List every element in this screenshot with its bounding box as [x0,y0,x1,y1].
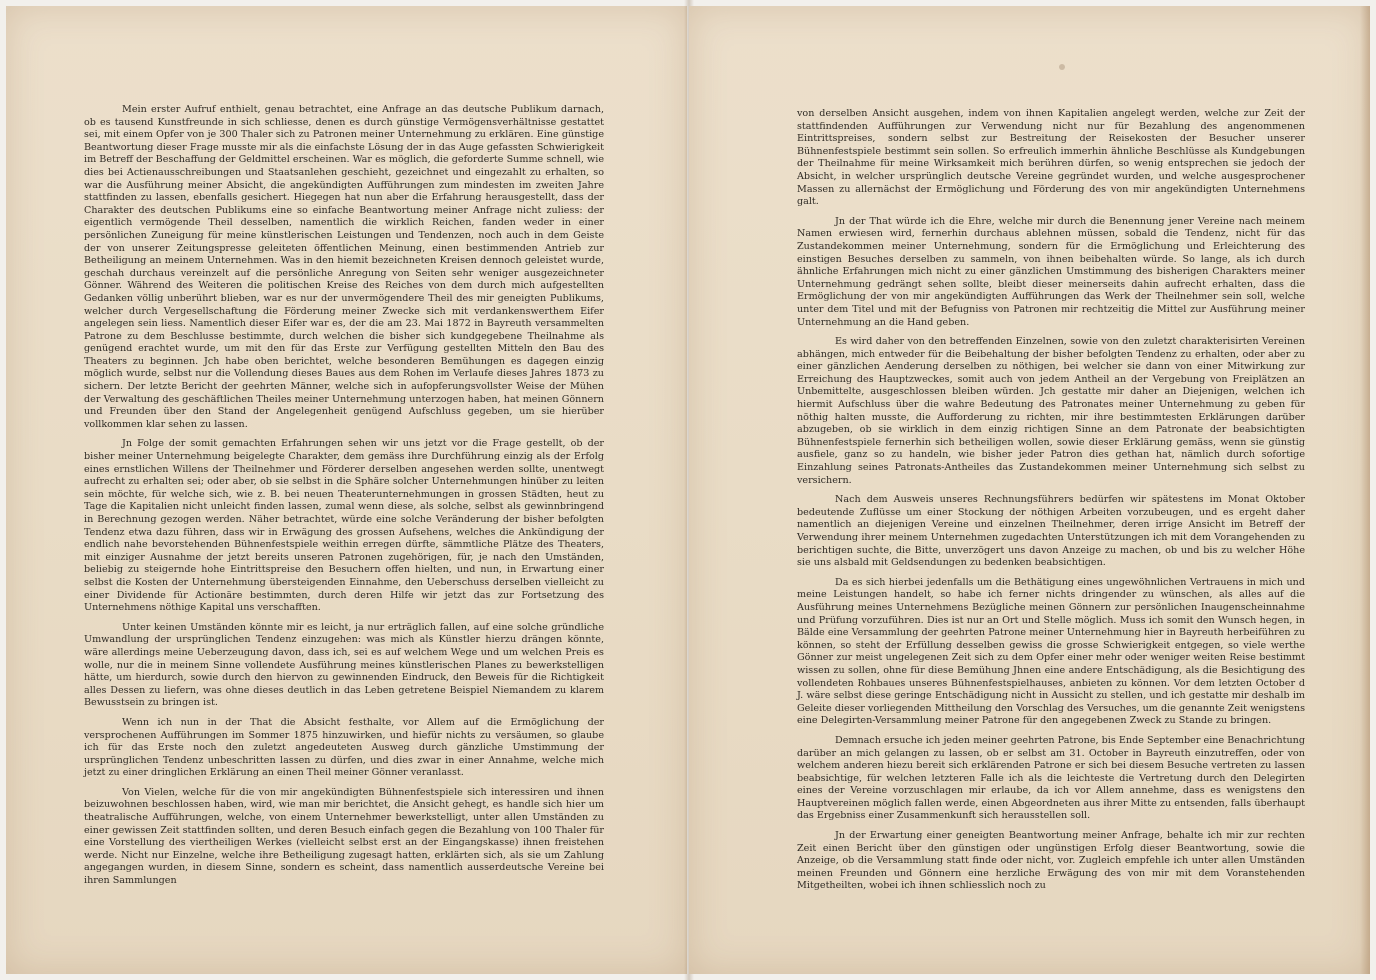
paragraph: Jn der That würde ich die Ehre, welche mir durch die Benennung jener Vereine nach meinem Namen erwiesen wird, fernerhin durchaus ablehnen müssen, sobald die Tendenz, nicht für das Zustandekommen meiner Unternehmung, sondern für die Ermöglichung und Erleichterung des einstigen Besuches derselben zu sammeln, von ihnen beibehalten würde. So lange, als ich durch ähnliche Erfahrungen mich nicht zu einer gänzlichen Umstimmung des bisherigen Charakters meiner Unternehmung gedrängt sehen sollte, bleibt dieser meinerseits dahin aufrecht erhalten, dass die Ermöglichung der von mir angekündigten Aufführungen das Werk der Theilnehmer sein soll, welche unter dem Titel und mit der Befugniss von Patronen mir rechtzeitig die Mittel zur Ausführung meiner Unternehmung an die Hand geben. [797,215,1305,328]
paragraph: Mein erster Aufruf enthielt, genau betrachtet, eine Anfrage an das deutsche Publikum darnach, ob es tausend Kunstfreunde in sich schliesse, denen es durch günstige Vermögensverhältnisse gestattet sei, mit einem Opfer von je 300 Thaler sich zu Patronen meiner Unternehmung zu erklären. Eine günstige Beantwortung dieser Frage musste mir als die einfachste Lösung der in das Auge gefassten Schwierigkeit im Betreff der Beschaffung der Geldmittel erscheinen. War es möglich, die geforderte Summe schnell, wie dies bei Actienausschreibungen und Staatsanlehen geschieht, gezeichnet und eingezahlt zu erhalten, so war die Ausführung meiner Absicht, die angekündigten Aufführungen zum mindesten im zweiten Jahre stattfinden zu lassen, ebenfalls gesichert. Hiegegen hat nun aber die Erfahrung herausgestellt, dass der Charakter des deutschen Publikums eine so einfache Beantwortung meiner Anfrage nicht zuliess: der eigentlich vermögende Theil desselben, namentlich die wirklich Reichen, fanden weder in einer persönlichen Zuneigung für meine künstlerischen Leistungen und Tendenzen, noch auch in dem Geiste der von unserer Zeitungspresse geleiteten öffentlichen Meinung, einen bestimmenden Antrieb zur Betheiligung an meinem Unternehmen. Was in den hiemit bezeichneten Kreisen dennoch geleistet wurde, geschah durchaus vereinzelt auf die persönliche Anregung von Seiten sehr weniger ausgezeichneter Gönner. Während des Weiteren die politischen Kreise des Reiches von dem durch mich aufgestellten Gedanken völlig unberührt blieben, war es nur der unvermögendere Theil des mir geneigten Publikums, welcher durch Vergesellschaftung die Förderung meiner Zwecke sich mit verdankenswerthem Eifer angelegen sein liess. Namentlich dieser Eifer war es, der die am 23. Mai 1872 in Bayreuth versammelten Patrone zu dem Beschlusse bestimmte, durch welchen die bisher sich kundgegebene Theilnahme als genügend erachtet wurde, um mit den für das Erste zur Verfügung gestellten Mitteln den Bau des Theaters zu beginnen. Jch habe oben berichtet, welche besonderen Bemühungen es dagegen einzig möglich wurde, selbst nur die Vollendung dieses Baues aus dem Rohen im Verlaufe dieses Jahres 1873 zu sichern. Der letzte Bericht der geehrten Männer, welche sich in aufopferungsvollster Weise der Mühen der Verwaltung des geschäftlichen Theiles meiner Unternehmung unterzogen haben, hat meinen Gönnern und Freunden über den Stand der Angelegenheit genügend Aufschluss gegeben, um sie hierüber vollkommen klar sehen zu lassen. [84,104,604,430]
paragraph: Unter keinen Umständen könnte mir es leicht, ja nur erträglich fallen, auf eine solche gründliche Umwandlung der ursprünglichen Tendenz einzugehen: was mich als Künstler hierzu drängen könnte, wäre allerdings meine Ueberzeugung davon, dass ich, sei es auf welchem Wege und um welchen Preis es wolle, nur die in meinem Sinne vollendete Ausführung meines künstlerischen Planes zu bewerkstelligen hätte, um hierdurch, sowie durch den hiervon zu gewinnenden Eindruck, den Beweis für die Richtigkeit alles Dessen zu liefern, was ohne dieses deutlich in das Leben getretene Beispiel Niemandem zu klarem Bewusstsein zu bringen ist. [84,621,604,709]
paragraph: Jn Folge der somit gemachten Erfahrungen sehen wir uns jetzt vor die Frage gestellt, ob der bisher meiner Unternehmung beigelegte Charakter, dem gemäss ihre Durchführung einzig als der Erfolg eines ernstlichen Willens der Theilnehmer und Förderer derselben angesehen werden sollte, unentwegt aufrecht zu erhalten sei; oder aber, ob sie selbst in die Sphäre solcher Unternehmungen hinüber zu leiten sein möchte, für welche sich, wie z. B. bei neuen Theaterunternehmungen in grossen Städten, heut zu Tage die Kapitalien nicht unleicht finden lassen, zumal wenn diese, als solche, selbst als gewinnbringend in Berechnung gezogen werden. Näher betrachtet, würde eine solche Veränderung der bisher befolgten Tendenz etwa dazu führen, dass wir in Erwägung des grossen Aufsehens, welches die Ankündigung der endlich nahe bevorstehenden Bühnenfestspiele weithin erregen dürfte, sämmtliche Plätze des Theaters, mit einziger Ausnahme der jetzt bereits unseren Patronen zugehörigen, für, je nach den Umständen, beliebig zu steigernde hohe Eintrittspreise den Besuchern offen hielten, und nun, in Erwartung einer selbst die Kosten der Unternehmung übersteigenden Einnahme, den Ueberschuss derselben vielleicht zu einer Dividende für Actionäre bestimmten, durch deren Hilfe wir jetzt das zur Fortsetzung des Unternehmens nöthige Kapital uns verschafften. [84,438,604,614]
paragraph-continuation: von derselben Ansicht ausgehen, indem von ihnen Kapitalien angelegt werden, welche zur Zeit der stattfindenden Aufführungen zur Verwendung nicht nur für Bezahlung des angenommenen Eintrittspreises, sondern selbst zur Bestreitung der Reisekosten der Besucher unserer Bühnenfestspiele bestimmt sein sollen. So erfreulich immerhin ähnliche Beschlüsse als Kundgebungen der Theilnahme für meine Wirksamkeit mich berühren dürfen, so wenig entsprechen sie jedoch der Absicht, in welcher ursprünglich deutsche Vereine gegründet wurden, und welche ausgesprochener Massen zu allernächst der Ermöglichung und Förderung des von mir angekündigten Unternehmens galt. [797,108,1305,208]
paragraph: Da es sich hierbei jedenfalls um die Bethätigung eines ungewöhnlichen Vertrauens in mich und meine Leistungen handelt, so habe ich ferner nichts dringender zu wünschen, als alles auf die Ausführung meines Unternehmens Bezügliche meinen Gönnern zur persönlichen Inaugenscheinnahme und Prüfung vorzuführen. Dies ist nur an Ort und Stelle möglich. Muss ich somit den Wunsch hegen, in Bälde eine Versammlung der geehrten Patrone meiner Unternehmung hier in Bayreuth herbeiführen zu können, so steht der Erfüllung desselben gewiss die grosse Schwierigkeit entgegen, so viele werthe Gönner zur meist ungelegenen Zeit sich zu dem Opfer einer mehr oder weniger weiten Reise bestimmt wissen zu sollen, ohne für diese Bemühung Jhnen eine andere Entschädigung, als die Besichtigung des vollendeten Rohbaues unseres Bühnenfestspielhauses, anbieten zu können. Vor dem letzten October d J. wäre selbst diese geringe Entschädigung nicht in Aussicht zu stellen, und ich gestatte mir deshalb im Geleite dieser vorliegenden Mittheilung den Vorschlag des Versuches, um die genannte Zeit wenigstens eine Delegirten-Versammlung meiner Patrone für den angegebenen Zweck zu Stande zu bringen. [797,576,1305,727]
paragraph: Jn der Erwartung einer geneigten Beantwortung meiner Anfrage, behalte ich mir zur rechten Zeit einen Bericht über den günstigen oder ungünstigen Erfolg dieser Beantwortung, sowie die Anzeige, ob die Versammlung statt finde oder nicht, vor. Zugleich empfehle ich unter allen Umständen meinen Freunden und Gönnern eine herzliche Erwägung des von mir mit dem Voranstehenden Mitgetheilten, wobei ich ihnen schliesslich noch zu [797,830,1305,892]
paragraph: Nach dem Ausweis unseres Rechnungsführers bedürfen wir spätestens im Monat Oktober bedeutende Zuflüsse um einer Stockung der nöthigen Arbeiten vorzubeugen, und es ergeht daher namentlich an diejenigen Vereine und einzelnen Theilnehmer, deren irrige Ansicht im Betreff der Verwendung ihrer meinem Unternehmen zugedachten Unterstützungen ich mit dem Vorangehenden zu berichtigen suchte, die Bitte, unverzögert uns davon Anzeige zu machen, ob und bis zu welcher Höhe sie uns alsbald mit Geldsendungen zu bedenken beabsichtigen. [797,494,1305,569]
left-page [6,6,687,974]
paragraph: Von Vielen, welche für die von mir angekündigten Bühnenfestspiele sich interessiren und ihnen beizuwohnen beschlossen haben, wird, wie man mir berichtet, die Ansicht gehegt, es handle sich hier um theatralische Aufführungen, welche, von einem Unternehmer bewerkstelligt, unter allen Umständen zu einer gewissen Zeit stattfinden sollten, und deren Besuch einfach gegen die Bezahlung von 100 Thaler für eine Vorstellung des viertheiligen Werkes (vielleicht selbst erst an der Eingangskasse) ihnen freistehen werde. Nicht nur Einzelne, welche ihre Betheiligung zugesagt hatten, erklärten sich, als sie um Zahlung angegangen wurden, in diesem Sinne, sondern es scheint, dass namentlich ausserdeutsche Vereine bei ihren Sammlungen [84,786,604,887]
paragraph: Es wird daher von den betreffenden Einzelnen, sowie von den zuletzt charakterisirten Vereinen abhängen, mich entweder für die Beibehaltung der bisher befolgten Tendenz zu erhalten, oder aber zu einer gänzlichen Aenderung derselben zu nöthigen, bei welcher sie dann von einer Mitwirkung zur Erreichung des Hauptzweckes, somit auch von jedem Antheil an der Vergebung von Freiplätzen an Unbemittelte, ausgeschlossen bleiben würden. Jch gestatte mir daher an Diejenigen, welchen ich hiermit Aufschluss über die wahre Bedeutung des Patronates meiner Unternehmung zu geben für nöthig halten musste, die Aufforderung zu richten, mir ihre bestimmtesten Erklärungen darüber abzugeben, ob sie wirklich in dem einzig richtigen Sinne an dem Patronate der beabsichtigten Bühnenfestspiele fernerhin sich betheiligen wollen, sowie dieser Erklärung gemäss, wenn sie günstig ausfiele, ganz so zu handeln, wie bisher jeder Patron dies gethan hat, nämlich durch sofortige Einzahlung seines Patronats-Antheiles das Zustandekommen meiner Unternehmung sich selbst zu versichern. [797,336,1305,486]
paper-spot [1059,64,1065,70]
paragraph: Demnach ersuche ich jeden meiner geehrten Patrone, bis Ende September eine Benachrichtung darüber an mich gelangen zu lassen, ob er selbst am 31. October in Bayreuth einzutreffen, oder von welchem anderen hiezu bereit sich erklärenden Patrone er sich bei diesem Besuche vertreten zu lassen beabsichtige, für welchen letzteren Falle ich als die leichteste die Vertretung durch den Delegirten eines der Vereine vorzuschlagen mir erlaube, da ich vor Allem annehme, dass es wenigstens den Hauptvereinen möglich fallen werde, einen Abgeordneten aus ihrer Mitte zu entsenden, falls überhaupt das Ergebniss einer Zusammenkunft sich herausstellen soll. [797,734,1305,822]
right-page-text [797,108,1305,900]
paper-edge [1360,6,1370,974]
paragraph: Wenn ich nun in der That die Absicht festhalte, vor Allem auf die Ermöglichung der versprochenen Aufführungen im Sommer 1875 hinzuwirken, und hiefür nichts zu versäumen, so glaube ich für das Erste noch den zuletzt angedeuteten Ausweg durch gänzliche Umstimmung der ursprünglichen Tendenz unbeschritten lassen zu dürfen, und dies zwar in einer Annahme, welche mich jetzt zu einer dringlichen Erklärung an einen Theil meiner Gönner veranlasst. [84,716,604,779]
right-page [689,6,1370,974]
left-page-text [84,104,604,895]
